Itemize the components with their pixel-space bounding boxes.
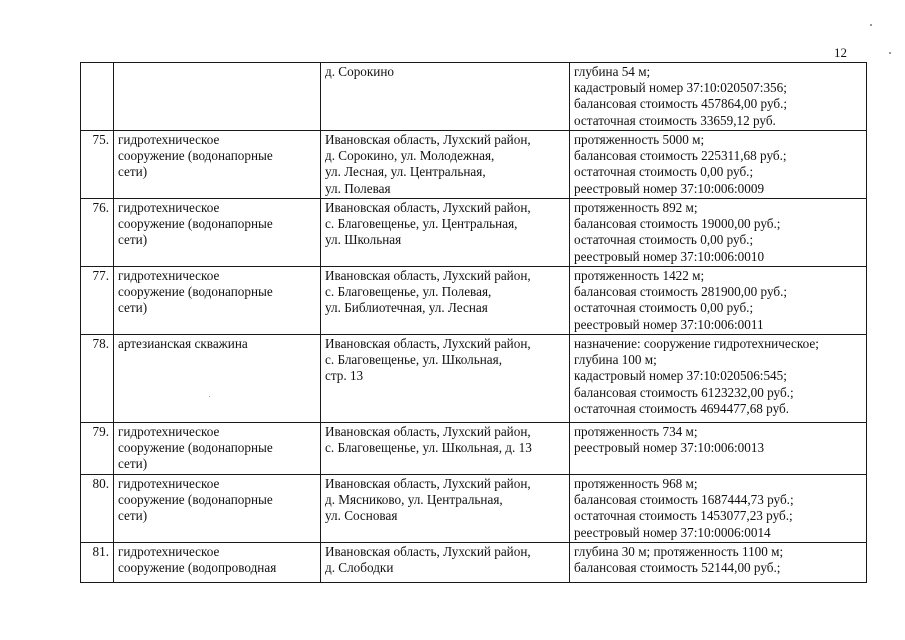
cell-text-line: протяженность 734 м;: [574, 424, 698, 439]
details-cell: [570, 475, 867, 543]
cell-text-line: сооружение (водонапорные: [118, 216, 273, 232]
cell-text-line: ул. Библиотечная, ул. Лесная: [325, 300, 488, 316]
cell-text-line: остаточная стоимость 4694477,68 руб.: [574, 400, 790, 416]
cell-text-line: с. Благовещенье, ул. Полевая,: [325, 284, 492, 300]
cell-text-line: д. Сорокино, ул. Молодежная,: [325, 148, 495, 164]
page-number: 12: [834, 45, 847, 60]
table-row: [81, 543, 867, 583]
object-name-cell: [114, 63, 321, 131]
cell-text-line: балансовая стоимость 1687444,73 руб.;: [574, 492, 794, 508]
cell-text-line: протяженность 892 м;: [574, 200, 698, 215]
cell-text-line: сооружение (водонапорные: [118, 492, 273, 508]
table-row: [81, 475, 867, 543]
cell-text-line: сооружение (водонапорные: [118, 440, 273, 456]
cell-text-line: ул. Полевая: [325, 180, 391, 196]
cell-text-line: с. Благовещенье, ул. Школьная,: [325, 352, 502, 368]
cell-text-line: Ивановская область, Лухский район,: [325, 424, 531, 439]
cell-text-line: гидротехническое: [118, 424, 220, 439]
object-name-cell: [114, 423, 321, 475]
cell-text-line: кадастровый номер 37:10:020506:545;: [574, 368, 787, 384]
cell-text-line: ул. Лесная, ул. Центральная,: [325, 164, 486, 180]
cell-text-line: остаточная стоимость 0,00 руб.;: [574, 300, 754, 316]
cell-text-line: протяженность 5000 м;: [574, 132, 705, 147]
row-number-cell: 77.: [81, 267, 114, 335]
cell-text-line: протяженность 1422 м;: [574, 268, 705, 283]
details-cell: [570, 543, 867, 583]
table-row: [81, 423, 867, 475]
cell-text-line: сооружение (водопроводная: [118, 560, 277, 576]
object-name-cell: [114, 131, 321, 199]
details-cell: [570, 335, 867, 423]
cell-text-line: остаточная стоимость 33659,12 руб.: [574, 112, 776, 128]
property-registry-table: [80, 62, 867, 583]
object-name-cell: [114, 543, 321, 583]
address-cell: [321, 423, 570, 475]
cell-text-line: сети): [118, 232, 148, 248]
cell-text-line: остаточная стоимость 1453077,23 руб.;: [574, 508, 793, 524]
table-row: [81, 63, 867, 131]
address-cell: [321, 199, 570, 267]
cell-text-line: глубина 30 м; протяженность 1100 м;: [574, 544, 784, 559]
table-row: [81, 131, 867, 199]
cell-text-line: балансовая стоимость 225311,68 руб.;: [574, 148, 787, 164]
cell-text-line: с. Благовещенье, ул. Центральная,: [325, 216, 518, 232]
scan-speck: [870, 24, 872, 26]
object-name-cell: [114, 267, 321, 335]
cell-text-line: назначение: сооружение гидротехническое;: [574, 336, 819, 351]
object-name-cell: [114, 335, 321, 423]
cell-text-line: балансовая стоимость 52144,00 руб.;: [574, 560, 781, 576]
row-number-cell: 76.: [81, 199, 114, 267]
table-row: [81, 335, 867, 423]
row-number-cell: 75.: [81, 131, 114, 199]
cell-text-line: Ивановская область, Лухский район,: [325, 200, 531, 215]
row-number-cell: 81.: [81, 543, 114, 583]
object-name-cell: [114, 475, 321, 543]
row-number-cell: 79.: [81, 423, 114, 475]
details-cell: [570, 199, 867, 267]
details-cell: [570, 267, 867, 335]
cell-text-line: балансовая стоимость 457864,00 руб.;: [574, 96, 788, 112]
cell-text-line: Ивановская область, Лухский район,: [325, 268, 531, 283]
cell-text-line: Ивановская область, Лухский район,: [325, 544, 531, 559]
cell-text-line: кадастровый номер 37:10:020507:356;: [574, 80, 787, 96]
cell-text-line: протяженность 968 м;: [574, 476, 698, 491]
details-cell: [570, 131, 867, 199]
address-cell: [321, 267, 570, 335]
cell-text-line: сооружение (водонапорные: [118, 148, 273, 164]
cell-text-line: реестровый номер 37:10:006:0010: [574, 248, 765, 264]
table-row: [81, 267, 867, 335]
cell-text-line: глубина 100 м;: [574, 352, 657, 368]
cell-text-line: д. Мясниково, ул. Центральная,: [325, 492, 503, 508]
cell-text-line: гидротехническое: [118, 476, 220, 491]
registry-body: [81, 63, 867, 583]
address-cell: [321, 475, 570, 543]
address-cell: [321, 131, 570, 199]
cell-text-line: сооружение (водонапорные: [118, 284, 273, 300]
cell-text-line: реестровый номер 37:10:006:0013: [574, 440, 765, 456]
cell-text-line: сети): [118, 508, 148, 524]
object-name-cell: [114, 199, 321, 267]
cell-text-line: балансовая стоимость 6123232,00 руб.;: [574, 384, 794, 400]
cell-text-line: ул. Школьная: [325, 232, 402, 248]
cell-text-line: остаточная стоимость 0,00 руб.;: [574, 232, 754, 248]
cell-text-line: гидротехническое: [118, 132, 220, 147]
row-number-cell: [81, 63, 114, 131]
row-number-cell: 80.: [81, 475, 114, 543]
details-cell: [570, 63, 867, 131]
cell-text-line: Ивановская область, Лухский район,: [325, 476, 531, 491]
cell-text-line: д. Слободки: [325, 560, 394, 576]
cell-text-line: гидротехническое: [118, 200, 220, 215]
cell-text-line: артезианская скважина: [118, 336, 248, 351]
cell-text-line: гидротехническое: [118, 544, 220, 559]
cell-text-line: Ивановская область, Лухский район,: [325, 336, 531, 351]
cell-text-line: реестровый номер 37:10:0006:0014: [574, 524, 771, 540]
cell-text-line: сети): [118, 300, 148, 316]
address-cell: [321, 335, 570, 423]
table-row: [81, 199, 867, 267]
cell-text-line: ул. Сосновая: [325, 508, 398, 524]
address-cell: [321, 63, 570, 131]
cell-text-line: стр. 13: [325, 368, 364, 384]
cell-text-line: остаточная стоимость 0,00 руб.;: [574, 164, 754, 180]
details-cell: [570, 423, 867, 475]
cell-text-line: реестровый номер 37:10:006:0009: [574, 180, 765, 196]
cell-text-line: балансовая стоимость 19000,00 руб.;: [574, 216, 781, 232]
cell-text-line: с. Благовещенье, ул. Школьная, д. 13: [325, 440, 532, 456]
cell-text-line: балансовая стоимость 281900,00 руб.;: [574, 284, 788, 300]
row-number-cell: 78.: [81, 335, 114, 423]
scan-speck: [209, 396, 210, 397]
cell-text-line: гидротехническое: [118, 268, 220, 283]
cell-text-line: реестровый номер 37:10:006:0011: [574, 316, 764, 332]
cell-text-line: сети): [118, 164, 148, 180]
scan-speck: [889, 52, 891, 54]
cell-text-line: сети): [118, 456, 148, 472]
address-cell: [321, 543, 570, 583]
cell-text-line: глубина 54 м;: [574, 64, 651, 79]
cell-text-line: д. Сорокино: [325, 64, 394, 79]
cell-text-line: Ивановская область, Лухский район,: [325, 132, 531, 147]
